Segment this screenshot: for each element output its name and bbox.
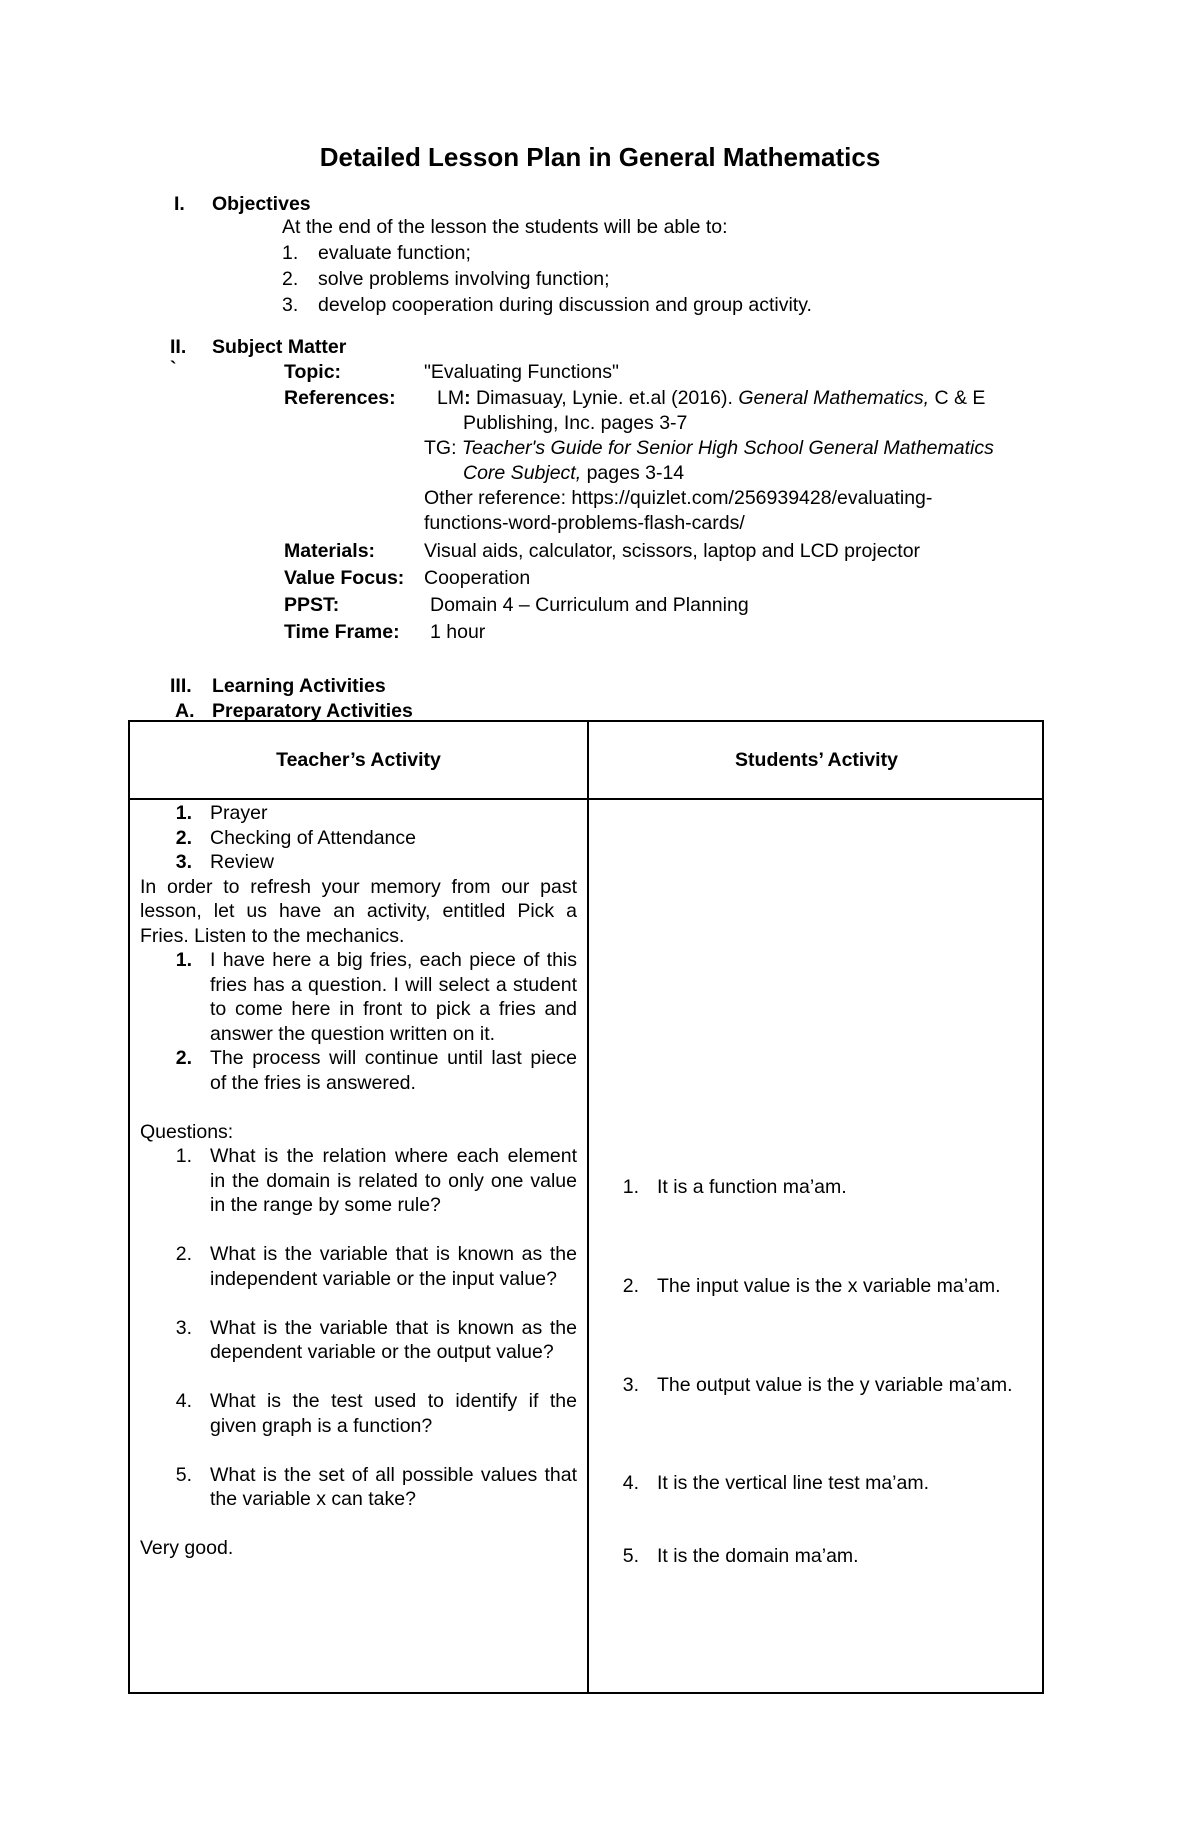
document-title: Detailed Lesson Plan in General Mathematics xyxy=(319,142,881,172)
question-text: What is the relation where each element in the domain is related to only one value in the range by some rule? xyxy=(210,1145,577,1216)
reference-lm-line2: Publishing, Inc. pages 3-7 xyxy=(463,412,688,434)
question-item xyxy=(140,1389,577,1438)
question-item xyxy=(140,1144,577,1218)
mechanics-number: 1. xyxy=(175,949,192,971)
answer-number: 4. xyxy=(622,1472,639,1494)
preparatory-letter: A. xyxy=(175,700,195,722)
step-number: 2. xyxy=(175,826,192,849)
reference-lm-prefix: LM xyxy=(437,387,465,409)
materials-label: Materials: xyxy=(284,540,376,562)
objectives-numeral: I. xyxy=(174,193,185,215)
reference-tg xyxy=(424,437,994,460)
answer-text: It is the domain ma’am. xyxy=(657,1545,859,1567)
answer-item xyxy=(599,1274,1034,1299)
subject-matter-numeral: II. xyxy=(170,336,187,358)
question-item xyxy=(140,1242,577,1291)
objective-number: 2. xyxy=(282,268,299,290)
mechanics-text: The process will continue until last piece of the fries is answered. xyxy=(210,1047,577,1094)
teacher-activity-cell xyxy=(140,801,577,1561)
column-divider xyxy=(587,722,589,1692)
answer-number: 3. xyxy=(622,1374,639,1396)
reference-tg-line2 xyxy=(463,462,684,485)
step-number: 1. xyxy=(175,802,192,824)
step-item xyxy=(140,826,577,851)
question-item xyxy=(140,1463,577,1512)
stray-mark: ` xyxy=(170,358,177,380)
mechanics-number: 2. xyxy=(175,1047,192,1069)
reference-tg-title2: Core Subject, xyxy=(463,462,582,484)
answer-number: 1. xyxy=(622,1176,639,1198)
question-item xyxy=(140,1316,577,1365)
answer-text: The output value is the y variable ma’am. xyxy=(657,1374,1013,1396)
students-column-header: Students’ Activity xyxy=(735,748,898,771)
reference-other-line1: Other reference: https://quizlet.com/256939428/evaluating- xyxy=(424,487,933,509)
step-text: Checking of Attendance xyxy=(210,826,416,849)
step-text: Prayer xyxy=(210,802,268,824)
ppst-label: PPST: xyxy=(284,594,340,616)
answer-item xyxy=(599,1175,1034,1200)
answer-text: It is a function ma’am. xyxy=(657,1176,847,1198)
subject-matter-heading: Subject Matter xyxy=(212,336,347,358)
answer-text: It is the vertical line test ma’am. xyxy=(657,1472,930,1494)
reference-lm-title: General Mathematics, xyxy=(738,387,930,409)
answer-number: 2. xyxy=(622,1275,639,1297)
question-text: What is the variable that is known as the independent variable or the input value? xyxy=(210,1243,577,1290)
question-number: 5. xyxy=(175,1463,192,1486)
closing-remark: Very good. xyxy=(140,1537,234,1559)
reference-lm xyxy=(437,387,985,410)
preparatory-heading: Preparatory Activities xyxy=(212,700,413,722)
question-number: 4. xyxy=(175,1390,192,1412)
step-item xyxy=(140,850,577,875)
mechanics-item xyxy=(140,948,577,1046)
reference-tg-title: Teacher's Guide for Senior High School General Mathematics xyxy=(461,437,994,459)
objective-number: 1. xyxy=(282,242,299,264)
answer-item xyxy=(599,1373,1034,1398)
reference-tg-pages: pages 3-14 xyxy=(581,462,685,484)
reference-lm-publisher: C & E xyxy=(929,387,986,409)
learning-heading: Learning Activities xyxy=(212,675,386,697)
teacher-column-header: Teacher’s Activity xyxy=(276,748,441,771)
question-number: 2. xyxy=(175,1243,192,1265)
spacer xyxy=(140,1095,577,1120)
answer-text: The input value is the x variable ma’am. xyxy=(657,1275,1001,1297)
time-frame-label: Time Frame: xyxy=(284,621,400,643)
review-intro: In order to refresh your memory from our past lesson, let us have an activity, entitled Pick a Fries. Listen to the mechanics. xyxy=(140,875,577,947)
step-item xyxy=(140,801,577,826)
question-text: What is the test used to identify if the given graph is a function? xyxy=(210,1390,577,1437)
objective-item: develop cooperation during discussion and group activity. xyxy=(318,294,812,316)
topic-value: "Evaluating Functions" xyxy=(424,361,619,383)
value-focus-value: Cooperation xyxy=(424,567,531,589)
reference-tg-prefix: TG: xyxy=(424,437,462,459)
step-text: Review xyxy=(210,851,274,873)
objective-item: evaluate function; xyxy=(318,242,471,264)
mechanics-text: I have here a big fries, each piece of this fries has a question. I will select a student to come here in front to pick a fries and answer the question written on it. xyxy=(210,949,577,1045)
students-activity-cell xyxy=(599,722,1034,1692)
questions-label: Questions: xyxy=(140,1120,234,1143)
reference-lm-colon: : xyxy=(464,387,471,409)
objectives-heading: Objectives xyxy=(212,193,311,215)
step-number: 3. xyxy=(175,851,192,873)
materials-value: Visual aids, calculator, scissors, laptop and LCD projector xyxy=(424,540,921,562)
answer-item xyxy=(599,1471,1034,1496)
reference-other-line2: functions-word-problems-flash-cards/ xyxy=(424,512,745,534)
question-text: What is the variable that is known as the dependent variable or the output value? xyxy=(210,1316,577,1363)
time-frame-value: 1 hour xyxy=(430,621,486,643)
objective-item: solve problems involving function; xyxy=(318,268,610,290)
references-label: References: xyxy=(284,387,396,409)
value-focus-label: Value Focus: xyxy=(284,567,405,589)
reference-lm-text: Dimasuay, Lynie. et.al (2016). xyxy=(470,387,739,409)
question-number: 3. xyxy=(175,1316,192,1339)
topic-label: Topic: xyxy=(284,361,342,383)
answer-item xyxy=(599,1544,1034,1569)
learning-numeral: III. xyxy=(170,675,192,697)
objectives-intro: At the end of the lesson the students will be able to: xyxy=(282,216,728,238)
ppst-value: Domain 4 – Curriculum and Planning xyxy=(430,594,749,616)
mechanics-item xyxy=(140,1046,577,1095)
objective-number: 3. xyxy=(282,294,299,316)
question-text: What is the set of all possible values that the variable x can take? xyxy=(210,1463,577,1510)
answer-number: 5. xyxy=(622,1545,639,1567)
activity-table xyxy=(128,720,1044,1694)
question-number: 1. xyxy=(175,1145,192,1167)
